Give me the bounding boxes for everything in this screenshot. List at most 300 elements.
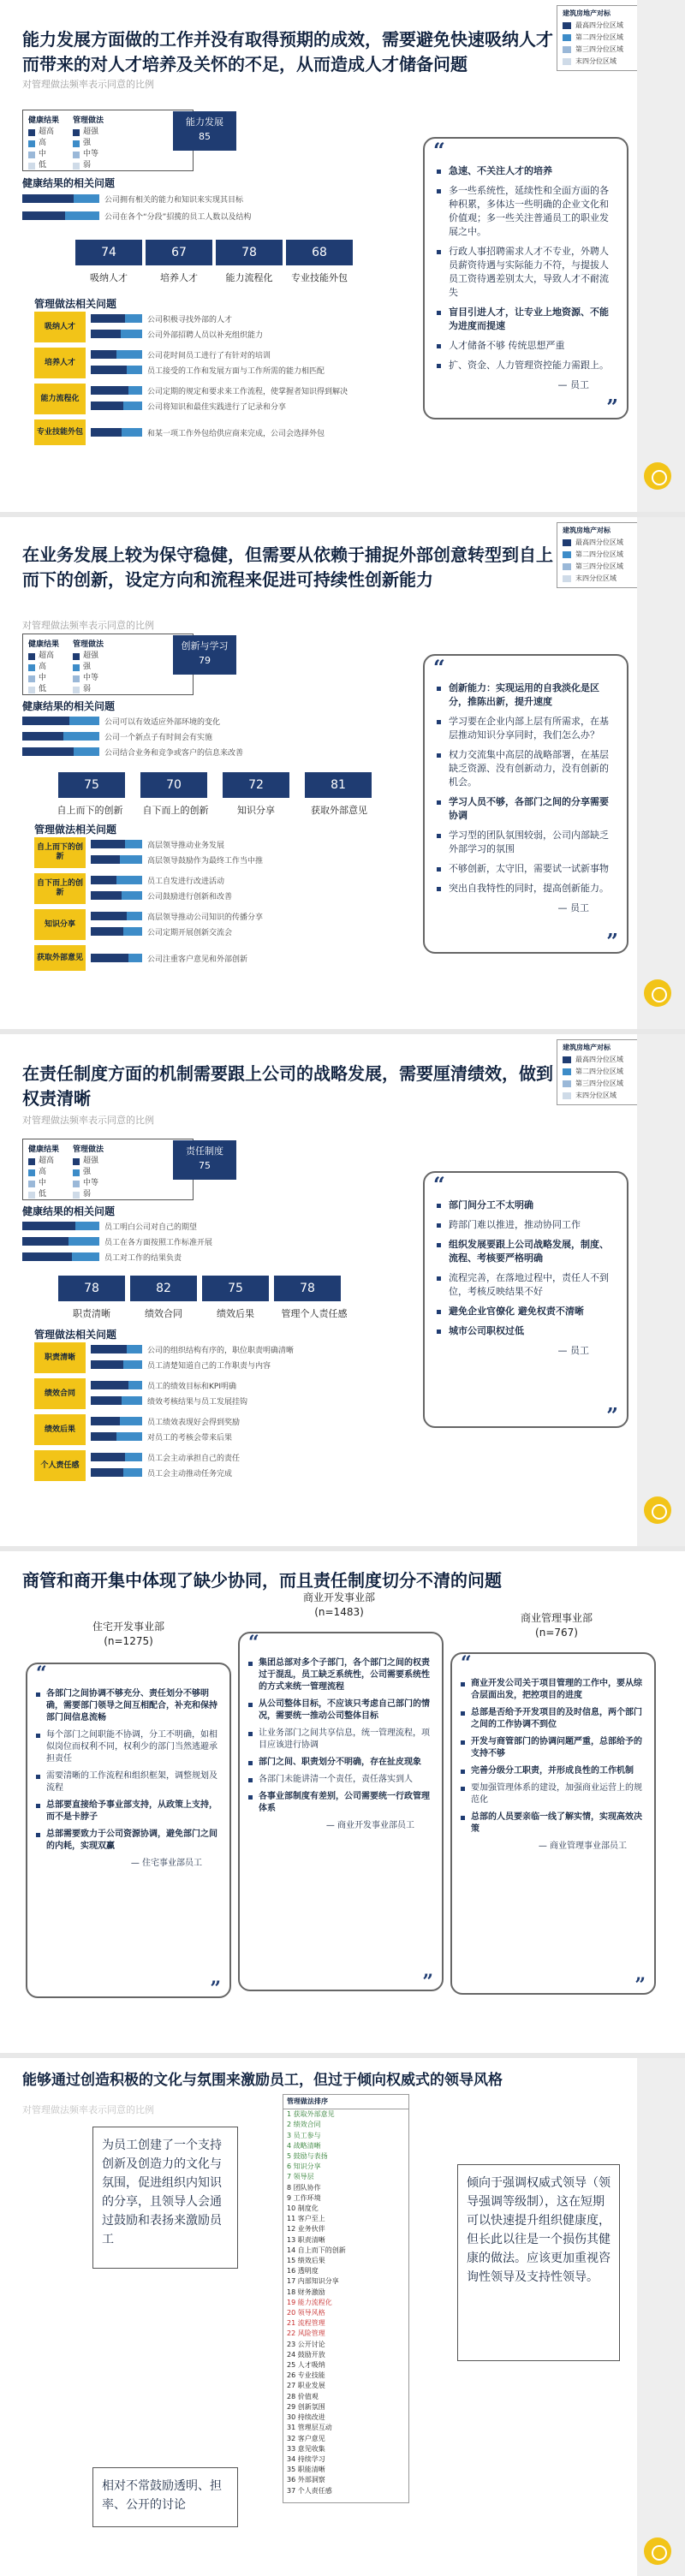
legend-label: 中等 xyxy=(83,1179,99,1187)
legend-label: 最高四分位区域 xyxy=(575,21,623,29)
bar-text: 公司将知识和最佳实践进行了记录和分享 xyxy=(147,402,287,412)
score-label: 知识分享 xyxy=(237,805,275,816)
health-legend-title: 健康结果 xyxy=(28,640,60,649)
health-bar-row xyxy=(22,1248,182,1265)
bar-text: 公司的组织结构有序的，职位职责明确清晰 xyxy=(147,1346,295,1355)
bar-text: 员工清楚知道自己的工作职责与内容 xyxy=(147,1361,271,1371)
company-logo-icon xyxy=(644,1496,671,1524)
practice-label: 绩效后果 xyxy=(34,1414,86,1445)
health-practice-legend xyxy=(22,634,194,695)
outcome-score-box xyxy=(173,111,236,151)
outcome-score-box xyxy=(173,1140,236,1180)
legend-label: 中 xyxy=(39,150,47,158)
quote-signature: — 住宅事业部员工 xyxy=(130,1859,202,1868)
unit-name: 商业开发事业部 xyxy=(302,1591,375,1603)
company-logo-icon xyxy=(644,979,671,1007)
legend-label: 高 xyxy=(39,139,47,147)
ranking-item: 19 能力流程化 xyxy=(287,2298,332,2306)
practices-heading: 管理做法相关问题 xyxy=(34,298,117,310)
legend-row xyxy=(73,138,104,149)
ranking-item: 1 获取外部意见 xyxy=(287,2110,335,2119)
slide-leadership xyxy=(0,2058,685,2576)
ranking-item: 33 意见收集 xyxy=(287,2444,325,2453)
company-logo-icon xyxy=(644,462,671,490)
health-bar-row xyxy=(22,1233,212,1250)
legend-label: 末四分位区域 xyxy=(575,1092,616,1099)
legend-row xyxy=(73,684,104,695)
outcome-value: 85 xyxy=(199,131,211,142)
ranking-item: 9 工作环境 xyxy=(287,2193,321,2202)
ranking-item: 23 公开讨论 xyxy=(287,2340,325,2348)
ranking-item: 25 人才吸纳 xyxy=(287,2361,325,2370)
slide-title: 能力发展方面做的工作并没有取得预期的成效，需要避免快速吸纳人才而带来的对人才培养及关怀的不足，从而造成人才储备问题 xyxy=(22,29,553,74)
open-quote-icon: “ xyxy=(248,1632,259,1654)
unit-quote-card xyxy=(238,1632,444,1991)
practice-bar-row xyxy=(91,382,348,399)
close-quote-icon: ” xyxy=(606,395,618,419)
legend-label: 第二四分位区域 xyxy=(575,1068,623,1075)
practice-bar-row xyxy=(91,1413,240,1430)
legend-label: 超高 xyxy=(39,651,55,660)
bar-text: 高层领导推动业务发展 xyxy=(147,841,225,850)
bar-text: 公司定期的规定和要求来工作流程，使掌握者知识得到解决 xyxy=(147,387,348,396)
legend-label: 超高 xyxy=(39,1157,55,1165)
quote-item: 完善分级分工职责，并形成良性的工作机制 xyxy=(461,1765,646,1777)
ranking-item: 34 持续学习 xyxy=(287,2454,325,2463)
practice-label: 自上而下的创新 xyxy=(34,837,86,868)
legend-row xyxy=(73,160,104,171)
ranking-item: 13 职责清晰 xyxy=(287,2235,325,2244)
practice-label: 知识分享 xyxy=(34,909,86,940)
quote-item: 突出自我特性的同时，提高创新能力。 xyxy=(437,882,615,895)
legend-row xyxy=(73,662,104,673)
legend-label: 中等 xyxy=(83,150,99,158)
quote-item: 总部的人员要亲临一线了解实情，实现高效决策 xyxy=(461,1812,646,1835)
health-bar-row xyxy=(22,190,243,207)
legend-label: 超强 xyxy=(83,651,99,660)
bar-text: 公司拥有相关的能力和知识来实现其目标 xyxy=(104,195,244,205)
score-box: 78 xyxy=(216,240,283,265)
quote-item: 每个部门之间职能不协调，分工不明确，如相似岗位而权利不同，权利少的部门当然逃避承担责任 xyxy=(36,1729,221,1765)
score-box: 70 xyxy=(140,772,207,798)
score-box: 81 xyxy=(305,772,372,798)
practice-bar-row xyxy=(91,1428,232,1445)
employee-quote xyxy=(423,137,628,419)
ranking-item: 12 业务伙伴 xyxy=(287,2225,325,2234)
legend-row xyxy=(73,673,104,684)
practice-bar-row xyxy=(91,361,325,378)
legend-label: 中等 xyxy=(83,674,99,682)
open-quote-icon: “ xyxy=(433,138,445,163)
legend-label: 低 xyxy=(39,1190,47,1199)
company-logo-icon xyxy=(644,2537,671,2565)
quote-item: 不够创新，太守旧，需要试一试新事物 xyxy=(437,862,615,876)
practice-legend-title: 管理做法 xyxy=(73,1145,104,1154)
bar-text: 员工会主动承担自己的责任 xyxy=(147,1454,241,1463)
practice-label: 个人责任感 xyxy=(34,1450,86,1481)
side-band xyxy=(637,517,685,1029)
legend-row xyxy=(28,651,59,662)
open-quote-icon: “ xyxy=(36,1663,47,1685)
legend-label: 弱 xyxy=(83,685,92,693)
quote-item: 总部要直接给予事业部支持，从政策上支持，而不是卡脖子 xyxy=(36,1800,221,1823)
ranking-item: 30 持续改进 xyxy=(287,2413,325,2422)
quote-item: 集团总部对多个子部门，各个部门之间的权责过于混乱，员工缺乏系统性，公司需要系统性的方式来统一管理流程 xyxy=(248,1657,433,1693)
ranking-item: 29 创新氛围 xyxy=(287,2402,325,2411)
score-label: 获取外部意见 xyxy=(311,805,367,816)
legend-label: 高 xyxy=(39,663,47,671)
practice-label: 职责清晰 xyxy=(34,1342,86,1373)
score-label: 管理个人责任感 xyxy=(281,1308,348,1319)
quote-item: 总部需要致力于公司资源协调，避免部门之间的内耗，实现双赢 xyxy=(36,1829,221,1853)
quote-item: 人才储备不够 传统思想严重 xyxy=(437,339,615,353)
quote-item: 多一些系统性，延续性和全面方面的各种积累，多体达一些明确的企业文化和价值观；多一些关注普通员工的职业发展之中。 xyxy=(437,184,615,239)
legend-label: 末四分位区域 xyxy=(575,57,616,65)
ranking-title: 管理做法排序 xyxy=(283,2095,408,2109)
ranking-item: 5 鼓励与表扬 xyxy=(287,2152,328,2161)
legend-label: 强 xyxy=(83,139,92,147)
quote-signature: — 员工 xyxy=(557,379,589,390)
ranking-item: 28 价值观 xyxy=(287,2392,319,2400)
legend-row xyxy=(73,127,104,138)
practice-bar-row xyxy=(91,346,271,363)
slide-business-units xyxy=(0,1551,685,2053)
ranking-item: 27 职业发展 xyxy=(287,2382,325,2390)
score-label: 培养人才 xyxy=(160,272,198,283)
health-bar-row xyxy=(22,728,212,745)
ranking-item: 24 鼓励开放 xyxy=(287,2350,325,2359)
score-label: 自下而上的创新 xyxy=(142,805,209,816)
score-box: 74 xyxy=(75,240,142,265)
unit-quote-card xyxy=(450,1652,656,1995)
bar-text: 员工接受的工作和发展方面与工作所需的能力相匹配 xyxy=(147,366,325,376)
legend-row xyxy=(28,1178,59,1189)
unit-header xyxy=(34,1620,223,1649)
bar-text: 公司可以有效适应外部环境的变化 xyxy=(104,717,221,727)
unit-header xyxy=(245,1591,433,1620)
legend-label: 第三四分位区域 xyxy=(575,562,623,570)
health-bar-row xyxy=(22,1217,197,1234)
unit-count: (n=1275) xyxy=(104,1635,153,1647)
bar-text: 员工的绩效目标和KPI明确 xyxy=(147,1382,236,1391)
ranking-item: 7 领导层 xyxy=(287,2173,314,2181)
practice-bar-row xyxy=(91,851,263,868)
bar-text: 高层领导鼓励作为最终工作当中推 xyxy=(147,856,264,866)
practice-bar-row xyxy=(91,1464,232,1481)
health-practice-legend xyxy=(22,110,194,171)
ranking-item: 35 职能清晰 xyxy=(287,2466,325,2474)
quote-signature: — 员工 xyxy=(557,1345,589,1356)
legend-title: 建筑房地产对标 xyxy=(563,9,611,17)
side-band xyxy=(637,0,685,512)
slide-title: 在责任制度方面的机制需要跟上公司的战略发展，需要厘清绩效，做到权责清晰 xyxy=(22,1063,553,1109)
quote-item: 总部是否给予开发项目的及时信息，两个部门之间的工作协调不到位 xyxy=(461,1707,646,1731)
legend-label: 低 xyxy=(39,161,47,170)
outcome-value: 79 xyxy=(199,655,211,666)
ranking-item: 31 管理层互动 xyxy=(287,2424,332,2432)
legend-label: 弱 xyxy=(83,161,92,170)
ranking-item: 20 领导风格 xyxy=(287,2309,325,2317)
health-bar-row xyxy=(22,712,220,729)
health-practice-legend xyxy=(22,1139,194,1200)
health-bar-row xyxy=(22,207,251,224)
score-label: 吸纳人才 xyxy=(90,272,128,283)
quote-item: 扩、资金、人力管理资控能力需跟上。 xyxy=(437,359,615,372)
practice-bar-row xyxy=(91,907,263,925)
legend-row xyxy=(28,1167,59,1178)
quote-item: 流程完善，在落地过程中，责任人不到位，考核反映结果不好 xyxy=(437,1271,615,1299)
ranking-items xyxy=(283,2109,408,2496)
legend-label: 第二四分位区域 xyxy=(575,550,623,558)
quote-item: 避免企业官僚化 避免权责不清晰 xyxy=(437,1305,615,1318)
outcome-value: 75 xyxy=(199,1160,211,1171)
close-quote-icon: ” xyxy=(422,1971,433,1993)
ranking-item: 18 财务激励 xyxy=(287,2287,325,2296)
score-label: 绩效合同 xyxy=(145,1308,182,1319)
ranking-item: 37 个人责任感 xyxy=(287,2486,332,2495)
outcome-score-box xyxy=(173,635,236,675)
quote-item: 权力交流集中高层的战略部署，在基层缺乏资源、没有创新动力，没有创新的机会。 xyxy=(437,748,615,789)
slide-title: 在业务发展上较为保守稳健，但需要从依赖于捕捉外部创意转型到自上而下的创新，设定方向和流程来促进可持续性创新能力 xyxy=(22,544,553,590)
quote-item: 学习型的团队氛围较弱，公司内部缺乏外部学习的氛围 xyxy=(437,829,615,856)
practice-label: 吸纳人才 xyxy=(34,312,86,342)
ranking-item: 14 自上而下的创新 xyxy=(287,2246,346,2254)
legend-row xyxy=(28,1156,59,1167)
score-box: 82 xyxy=(130,1276,197,1301)
practice-bar-row xyxy=(91,949,247,967)
bar-text: 公司花时间员工进行了有针对的培训 xyxy=(147,351,271,360)
practice-bar-row xyxy=(91,1392,247,1409)
legend-label: 强 xyxy=(83,663,92,671)
health-legend-title: 健康结果 xyxy=(28,1145,60,1154)
health-bar-row xyxy=(22,743,243,760)
score-label: 自上而下的创新 xyxy=(57,805,123,816)
practice-bar-row xyxy=(91,310,232,327)
quote-item: 创新能力：实现运用的自我淡化是区分，推陈出新，提升速度 xyxy=(437,681,615,709)
side-band xyxy=(637,2058,685,2576)
practice-label: 培养人才 xyxy=(34,348,86,378)
legend-title: 建筑房地产对标 xyxy=(563,527,611,534)
legend-label: 低 xyxy=(39,685,47,693)
slide-title: 能够通过创造积极的文化与氛围来激励员工，但过于倾向权威式的领导风格 xyxy=(22,2072,503,2089)
close-quote-icon: ” xyxy=(606,1403,618,1428)
quote-item: 部门间分工不太明确 xyxy=(437,1199,615,1212)
strength-callout: 为员工创建了一个支持创新及创造力的文化与氛围，促进组织内知识的分享，且领导人会通过鼓励和表扬来激励员工 xyxy=(92,2127,238,2269)
quote-signature: — 商业管理事业部员工 xyxy=(538,1841,627,1851)
bar-text: 员工绩效表现好会得到奖励 xyxy=(147,1418,241,1427)
quote-signature: — 商业开发事业部员工 xyxy=(325,1821,414,1830)
slide-subtitle: 对管理做法频率表示同意的比例 xyxy=(22,79,154,90)
slide-innovation xyxy=(0,517,685,1029)
quote-item: 需要清晰的工作流程和组织框架，调整规划及流程 xyxy=(36,1770,221,1794)
bar-text: 员工会主动推动任务完成 xyxy=(147,1469,233,1478)
unit-header xyxy=(462,1611,651,1640)
outcome-label: 创新与学习 xyxy=(181,640,229,651)
legend-row xyxy=(28,160,59,171)
employee-quote xyxy=(423,654,628,954)
practice-bar-row xyxy=(91,325,263,342)
ranking-item: 32 客户意见 xyxy=(287,2434,325,2442)
quote-item: 城市公司职权过低 xyxy=(437,1324,615,1338)
practice-bar-row xyxy=(91,1449,240,1466)
slide-title: 商管和商开集中体现了缺少协同，而且责任制度切分不清的问题 xyxy=(22,1570,502,1591)
bar-text: 公司鼓励进行创新和改善 xyxy=(147,892,233,901)
legend-label: 第三四分位区域 xyxy=(575,1080,623,1087)
practice-bar-row xyxy=(91,424,325,441)
practice-bar-row xyxy=(91,1341,294,1358)
ranking-item: 26 专业技能 xyxy=(287,2371,325,2380)
practice-label: 获取外部意见 xyxy=(34,945,86,971)
bar-text: 员工在各方面按照工作标准开展 xyxy=(104,1238,213,1247)
bar-text: 绩效考核结果与员工发展挂钩 xyxy=(147,1397,248,1407)
health-results-heading: 健康结果的相关问题 xyxy=(22,700,116,712)
practice-legend-title: 管理做法 xyxy=(73,640,104,649)
slide-subtitle: 对管理做法频率表示同意的比例 xyxy=(22,2104,154,2115)
legend-label: 中 xyxy=(39,1179,47,1187)
ranking-item: 36 外部洞察 xyxy=(287,2476,325,2484)
legend-row xyxy=(28,673,59,684)
legend-label: 强 xyxy=(83,1168,92,1176)
slide-accountability xyxy=(0,1034,685,1546)
practices-heading: 管理做法相关问题 xyxy=(34,824,117,836)
legend-row xyxy=(73,1178,104,1189)
quote-item: 各事业部制度有差别，公司需要统一行政管理体系 xyxy=(248,1791,433,1815)
health-results-heading: 健康结果的相关问题 xyxy=(22,177,116,189)
score-box: 78 xyxy=(58,1276,125,1301)
practice-bar-row xyxy=(91,872,224,889)
ranking-item: 3 员工参与 xyxy=(287,2131,321,2139)
side-band xyxy=(637,1034,685,1546)
unit-count: (n=1483) xyxy=(314,1606,364,1618)
legend-row xyxy=(28,127,59,138)
ranking-item: 10 制度化 xyxy=(287,2204,319,2213)
health-legend-title: 健康结果 xyxy=(28,116,60,125)
ranking-item: 11 客户至上 xyxy=(287,2215,325,2223)
legend-row xyxy=(28,1189,59,1200)
bar-text: 员工明白公司对自己的期望 xyxy=(104,1223,198,1232)
legend-label: 高 xyxy=(39,1168,47,1176)
open-quote-icon: “ xyxy=(433,655,445,680)
ranking-item: 8 团队协作 xyxy=(287,2183,321,2192)
ranking-item: 4 战略清晰 xyxy=(287,2141,321,2150)
quote-item: 各部门之间协调不够充分、责任划分不够明确，需要部门领导之间互相配合，补充和保持部门间信息流畅 xyxy=(36,1688,221,1724)
score-box: 78 xyxy=(274,1276,341,1301)
score-label: 能力流程化 xyxy=(225,272,273,283)
close-quote-icon: ” xyxy=(210,1978,221,2000)
employee-quote xyxy=(423,1171,628,1428)
legend-label: 末四分位区域 xyxy=(575,574,616,582)
bar-text: 公司一个新点子有时间会有实施 xyxy=(104,733,213,742)
quote-item: 部门之间、职责划分不明确，存在扯皮现象 xyxy=(248,1757,433,1769)
bar-text: 员工自发进行改进活动 xyxy=(147,877,225,886)
practice-bar-row xyxy=(91,1356,271,1373)
ranking-item: 17 内部知识分享 xyxy=(287,2277,339,2286)
practice-ranking-list xyxy=(283,2094,409,2503)
legend-label: 最高四分位区域 xyxy=(575,538,623,546)
legend-label: 第二四分位区域 xyxy=(575,33,623,41)
legend-label: 超强 xyxy=(83,1157,99,1165)
quote-item: 学习要在企业内部上层有所需求，在基层推动知识分享同时，我们怎么办？ xyxy=(437,715,615,742)
quote-item: 开发与商管部门的协调问题严重，总部给予的支持不够 xyxy=(461,1736,646,1760)
score-label: 绩效后果 xyxy=(217,1308,254,1319)
bar-text: 公司外部招聘人员以补充组织能力 xyxy=(147,330,264,340)
score-label: 专业技能外包 xyxy=(291,272,348,283)
ranking-item: 15 绩效后果 xyxy=(287,2257,325,2265)
close-quote-icon: ” xyxy=(606,929,618,954)
weakness-callout: 相对不常鼓励透明、担率、公开的讨论 xyxy=(92,2467,238,2527)
legend-row xyxy=(73,1189,104,1200)
practice-label: 自下而上的创新 xyxy=(34,873,86,904)
legend-row xyxy=(28,684,59,695)
bar-text: 公司定期开展创新交流会 xyxy=(147,928,233,937)
practice-label: 能力流程化 xyxy=(34,384,86,414)
score-box: 75 xyxy=(58,772,125,798)
score-box: 72 xyxy=(223,772,289,798)
quote-item: 学习人员不够，各部门之间的分享需要协调 xyxy=(437,795,615,823)
score-box: 67 xyxy=(146,240,212,265)
practice-label: 绩效合同 xyxy=(34,1378,86,1409)
quote-item: 行政人事招聘需求人才不专业，外聘人员薪资待遇与实际能力不符，与提拔人员工资待遇差别太大，导致人才不耐流失 xyxy=(437,245,615,300)
outcome-label: 能力发展 xyxy=(186,116,223,128)
unit-name: 住宅开发事业部 xyxy=(92,1621,164,1633)
bar-text: 高层领导推动公司知识的传播分享 xyxy=(147,913,264,922)
bar-text: 公司积极寻找外部的人才 xyxy=(147,315,233,324)
practices-heading: 管理做法相关问题 xyxy=(34,1329,117,1341)
unit-count: (n=767) xyxy=(535,1627,578,1639)
outcome-label: 责任制度 xyxy=(186,1145,223,1157)
health-results-heading: 健康结果的相关问题 xyxy=(22,1205,116,1217)
practice-bar-row xyxy=(91,397,286,414)
quote-item: 要加强管理体系的建设，加强商业运营上的规范化 xyxy=(461,1782,646,1806)
slide-capability xyxy=(0,0,685,512)
quote-item: 急速、不关注人才的培养 xyxy=(437,164,615,178)
bar-text: 和某一项工作外包给供应商来完成，公司会选择外包 xyxy=(147,429,325,438)
quote-item: 组织发展要跟上公司战略发展，制度、流程、考核要严格明确 xyxy=(437,1238,615,1265)
legend-row xyxy=(28,138,59,149)
score-box: 68 xyxy=(286,240,353,265)
score-box: 75 xyxy=(202,1276,269,1301)
legend-row xyxy=(73,149,104,160)
slide-subtitle: 对管理做法频率表示同意的比例 xyxy=(22,620,154,631)
legend-row xyxy=(73,1156,104,1167)
ranking-item: 2 绩效合同 xyxy=(287,2121,321,2129)
legend-row xyxy=(28,149,59,160)
slide-subtitle: 对管理做法频率表示同意的比例 xyxy=(22,1115,154,1126)
ranking-item: 16 透明度 xyxy=(287,2267,319,2276)
bar-text: 员工对工作的结果负责 xyxy=(104,1253,182,1263)
unit-name: 商业管理事业部 xyxy=(520,1612,593,1624)
open-quote-icon: “ xyxy=(461,1652,472,1675)
legend-label: 弱 xyxy=(83,1190,92,1199)
practice-legend-title: 管理做法 xyxy=(73,116,104,125)
leadership-style-callout: 倾向于强调权威式领导（领导强调等级制），这在短期可以快速提升组织健康度，但长此以往是一个损伤其健康的做法。应该更加重视咨询性领导及支持性领导。 xyxy=(457,2164,620,2361)
score-label: 职责清晰 xyxy=(73,1308,110,1319)
bar-text: 公司注重客户意见和外部创新 xyxy=(147,955,248,964)
quote-item: 跨部门难以推进，推动协同工作 xyxy=(437,1218,615,1232)
open-quote-icon: “ xyxy=(433,1172,445,1197)
unit-quote-card xyxy=(26,1663,231,1998)
bar-text: 公司在各个“分段”招揽的员工人数以及结构 xyxy=(104,212,252,222)
quote-signature: — 员工 xyxy=(557,902,589,913)
practice-bar-row xyxy=(91,836,224,853)
legend-row xyxy=(28,662,59,673)
quote-item: 盲目引进人才，让专业上地资源、不能为进度而提速 xyxy=(437,306,615,333)
legend-label: 第三四分位区域 xyxy=(575,45,623,53)
legend-label: 超高 xyxy=(39,128,55,136)
quote-item: 让业务部门之间共享信息，统一管理流程，项目应该进行协调 xyxy=(248,1728,433,1752)
practice-bar-row xyxy=(91,923,232,940)
legend-row xyxy=(73,651,104,662)
